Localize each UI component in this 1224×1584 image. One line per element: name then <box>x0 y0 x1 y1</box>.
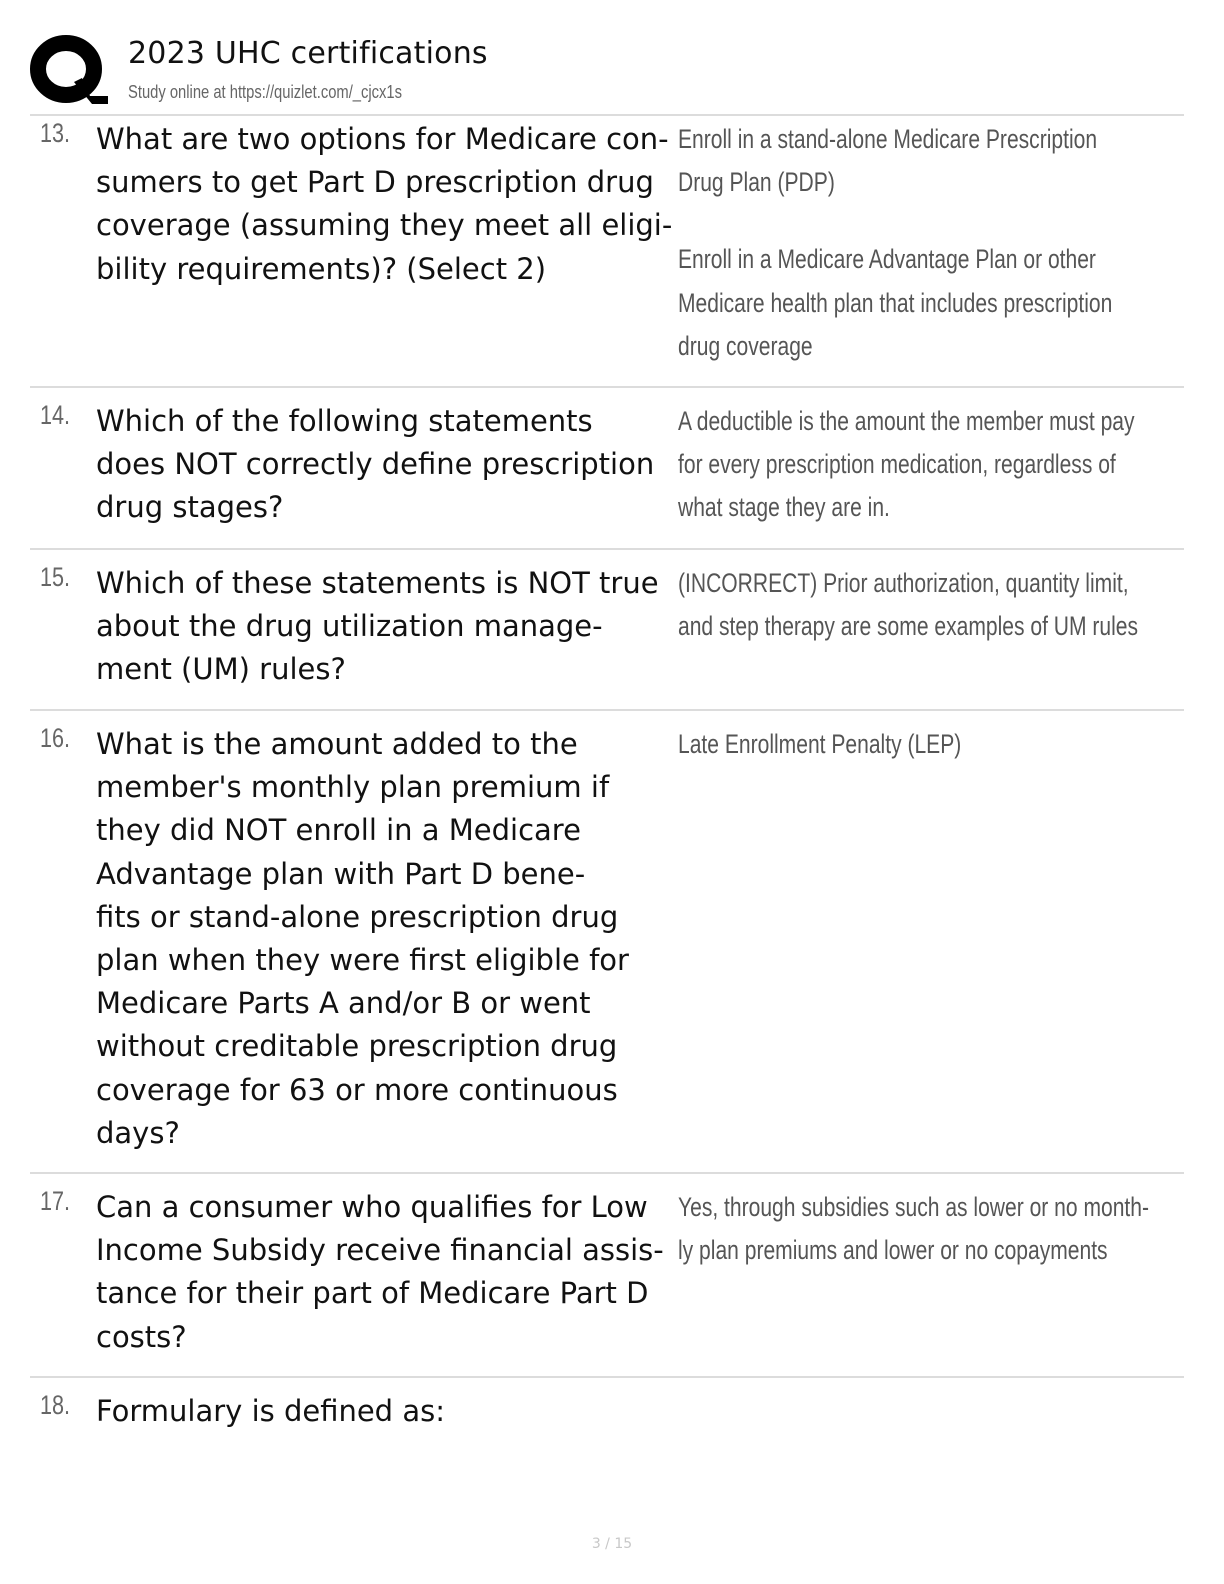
page-header <box>30 30 1184 116</box>
card-question: Which of these statements is NOT true about the drug utilization manage- ment (UM) rules? <box>96 566 659 687</box>
study-online-link[interactable]: Study online at https://quizlet.com/_cjcx1s <box>128 82 403 102</box>
answer-line: what stage they are in. <box>678 492 890 523</box>
answer-line: Drug Plan (PDP) <box>678 167 835 198</box>
answer-line: (INCORRECT) Prior authorization, quantity limit, <box>678 568 1129 598</box>
card-number: 14. <box>40 400 71 430</box>
card-number: 15. <box>40 562 71 592</box>
card-answer <box>678 400 1184 530</box>
card-question: Can a consumer who qualifies for Low Income Subsidy receive financial assis- tance for their part of Medicare Part D costs? <box>96 1190 664 1354</box>
flashcard-row <box>30 723 1184 1174</box>
card-answer <box>678 723 1184 766</box>
flashcard-row <box>30 1186 1184 1378</box>
answer-line: drug coverage <box>678 330 813 361</box>
card-answer <box>678 562 1184 648</box>
quizlet-q-logo-icon <box>30 34 108 108</box>
answer-line: for every prescription medication, regardless of <box>678 449 1116 480</box>
card-number: 18. <box>40 1390 71 1420</box>
page-number: 3 / 15 <box>591 1536 633 1552</box>
answer-line: Medicare health plan that includes prescription <box>678 287 1113 318</box>
card-question: Which of the following statements does NOT correctly define prescription drug stages? <box>96 404 655 525</box>
flashcard-row <box>30 562 1184 711</box>
card-number: 13. <box>40 118 71 148</box>
set-title: 2023 UHC certifications <box>128 36 488 71</box>
answer-line: Yes, through subsidies such as lower or no month- <box>678 1192 1149 1222</box>
flashcard-row <box>30 400 1184 550</box>
answer-line: Enroll in a Medicare Advantage Plan or other <box>678 244 1096 275</box>
flashcard-row <box>30 1390 1184 1450</box>
answer-line: ly plan premiums and lower or no copayments <box>678 1235 1108 1266</box>
flashcard-row <box>30 118 1184 388</box>
answer-line: and step therapy are some examples of UM rules <box>678 611 1139 642</box>
answer-line: Late Enrollment Penalty (LEP) <box>678 729 962 759</box>
card-question: What is the amount added to the member's monthly plan premium if they did NOT enroll in a Medicare Advantage plan with Part D bene- fits or stand-alone prescription drug plan when they were first eligible for Medicare Parts A and/or B or went without creditable prescription drug coverage for 63 or more continuous days? <box>96 727 629 1150</box>
card-number: 16. <box>40 723 71 753</box>
card-question: What are two options for Medicare con- sumers to get Part D prescription drug coverage (assuming they meet all eligi- bility requirements)? (Select 2) <box>96 122 673 286</box>
answer-line: Enroll in a stand-alone Medicare Prescription <box>678 124 1098 154</box>
card-answer <box>678 118 1184 368</box>
card-question: Formulary is defined as: <box>96 1394 445 1428</box>
answer-line: A deductible is the amount the member must pay <box>678 406 1135 436</box>
card-number: 17. <box>40 1186 71 1216</box>
card-answer <box>678 1186 1184 1272</box>
